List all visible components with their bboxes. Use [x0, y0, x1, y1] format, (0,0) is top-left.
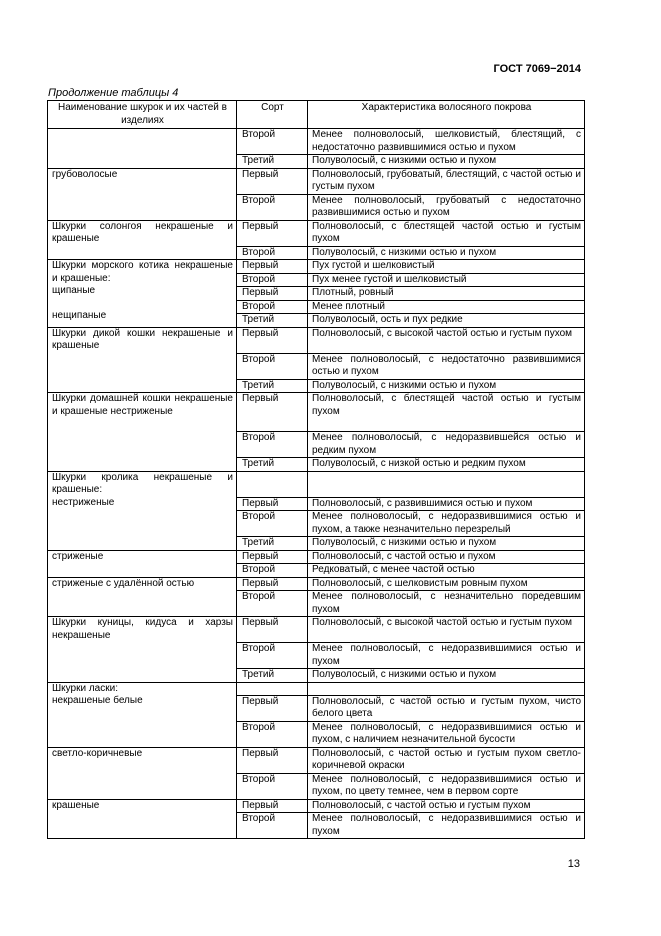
table-cell-characteristic: Полноволосый, с высокой частой остью и густым пухом [308, 617, 585, 643]
table-cell-sort: Третий [237, 669, 308, 683]
table-cell-characteristic: Полноволосый, с частой остью и густым пухом [308, 799, 585, 813]
table-cell-name: грубоволосые [48, 168, 237, 220]
table-cell-characteristic: Менее плотный [308, 300, 585, 314]
table-cell-sort: Первый [237, 695, 308, 721]
table-cell-sort: Первый [237, 577, 308, 591]
table-cell-characteristic: Полуволосый, с низкими остью и пухом [308, 379, 585, 393]
table-cell-sort: Второй [237, 773, 308, 799]
table-cell-name [48, 682, 237, 747]
table-cell-name [48, 129, 237, 169]
table-cell-sort: Второй [237, 643, 308, 669]
table-caption: Продолжение таблицы 4 [48, 87, 179, 99]
name-line: Шкурки ласки: [52, 682, 118, 694]
table-cell-name: Шкурки домашней кошки некрашеные и крашеные нестриженые [48, 393, 237, 472]
table-cell-name: крашеные [48, 799, 237, 839]
table-cell-characteristic: Пух менее густой и шелковистый [308, 273, 585, 287]
table-cell-sort: Третий [237, 458, 308, 472]
table-cell-sort: Второй [237, 511, 308, 537]
table-cell-characteristic: Полноволосый, с блестящей частой остью и густым пухом [308, 393, 585, 432]
table-cell-sort: Первый [237, 617, 308, 643]
table-cell-characteristic: Менее полноволосый, с недоразвившейся остью и редким пухом [308, 432, 585, 458]
column-header-characteristic: Характеристика волосяного покрова [308, 101, 585, 129]
table-cell-characteristic: Редковатый, с менее частой остью [308, 564, 585, 578]
table-cell-name [48, 471, 237, 550]
table-cell-sort: Третий [237, 379, 308, 393]
table-cell-sort: Второй [237, 273, 308, 287]
table-cell-characteristic: Менее полноволосый, с незначительно поредевшим пухом [308, 591, 585, 617]
table-cell-characteristic: Менее полноволосый, грубоватый с недостаточно развившимися остью и пухом [308, 194, 585, 220]
table-cell-name: Шкурки солонгоя некрашеные и крашеные [48, 220, 237, 260]
table-cell-sort: Первый [237, 550, 308, 564]
table-cell-characteristic: Полноволосый, с частой остью и густым пухом, чисто белого цвета [308, 695, 585, 721]
table-cell-characteristic: Полуволосый, с низкими остью и пухом [308, 669, 585, 683]
name-line: Шкурки морского котика некрашеные и крашеные: [52, 260, 233, 284]
table-cell-characteristic: Менее полноволосый, с недоразвившимися остью и пухом, а также незначительно перезрелый [308, 511, 585, 537]
table-cell-characteristic: Полноволосый, с частой остью и пухом [308, 550, 585, 564]
table-cell-characteristic: Полноволосый, с блестящей частой остью и густым пухом [308, 220, 585, 246]
table-cell-sort: Второй [237, 564, 308, 578]
table-cell-name: Шкурки куницы, кидуса и харзы некрашеные [48, 617, 237, 683]
table-cell-name: стриженые [48, 550, 237, 577]
table-cell-sort: Второй [237, 129, 308, 155]
table-cell-characteristic: Менее полноволосый, с недоразвившимися остью и пухом [308, 643, 585, 669]
table-cell-sort [237, 682, 308, 695]
table-cell-characteristic: Полуволосый, с низкими остью и пухом [308, 155, 585, 169]
table-cell-characteristic: Менее полноволосый, с недоразвившимися остью и пухом [308, 813, 585, 839]
table-cell-characteristic: Полноволосый, грубоватый, блестящий, с частой остью и густым пухом [308, 168, 585, 194]
table-cell-sort: Второй [237, 813, 308, 839]
name-line: некрашеные белые [52, 695, 143, 706]
table-cell-characteristic: Полноволосый, с частой остью и густым пухом светло-коричневой окраски [308, 747, 585, 773]
table-cell-characteristic [308, 471, 585, 497]
name-line: щипаные [52, 285, 96, 296]
column-header-name: Наименование шкурок и их частей в изделиях [48, 101, 237, 129]
document-standard-code: ГОСТ 7069−2014 [493, 63, 581, 75]
name-line: Шкурки кролика некрашеные и крашеные: [52, 471, 233, 495]
table-cell-sort: Второй [237, 432, 308, 458]
table-cell-name [48, 260, 237, 328]
table-cell-sort: Первый [237, 497, 308, 511]
table-cell-sort: Второй [237, 721, 308, 747]
column-header-sort: Сорт [237, 101, 308, 129]
page-number: 13 [567, 858, 580, 870]
table-cell-sort: Первый [237, 287, 308, 301]
table-cell-name: стриженые с удалённой остью [48, 577, 237, 617]
table-cell-characteristic: Пух густой и шелковистый [308, 260, 585, 274]
table-cell-characteristic: Полноволосый, с развившимися остью и пухом [308, 497, 585, 511]
table-cell-characteristic: Полуволосый, с низкой остью и редким пухом [308, 458, 585, 472]
table-cell-sort: Второй [237, 353, 308, 379]
name-line: нещипаные [52, 310, 107, 321]
table-cell-characteristic: Полуволосый, ость и пух редкие [308, 314, 585, 328]
table-cell-characteristic: Менее полноволосый, с недостаточно развившимися остью и пухом [308, 353, 585, 379]
table-cell-characteristic: Полноволосый, с шелковистым ровным пухом [308, 577, 585, 591]
table-cell-characteristic: Менее полноволосый, с недоразвившимися остью и пухом, по цвету темнее, чем в первом сорте [308, 773, 585, 799]
table-cell-characteristic: Полуволосый, с низкими остью и пухом [308, 537, 585, 551]
name-line: нестриженые [52, 496, 115, 508]
table-cell-sort: Второй [237, 194, 308, 220]
table-cell-sort: Первый [237, 220, 308, 246]
table-cell-characteristic: Полноволосый, с высокой частой остью и густым пухом [308, 327, 585, 353]
table-cell-characteristic: Менее полноволосый, с недоразвившимися остью и пухом, с наличием незначительной бусости [308, 721, 585, 747]
table-cell-sort: Первый [237, 168, 308, 194]
table-cell-sort: Первый [237, 327, 308, 353]
table-cell-sort: Первый [237, 260, 308, 274]
table-cell-characteristic: Плотный, ровный [308, 287, 585, 301]
table-cell-sort [237, 471, 308, 497]
table-cell-sort: Третий [237, 537, 308, 551]
table-cell-sort: Первый [237, 747, 308, 773]
hair-characteristics-table [47, 100, 585, 839]
table-cell-sort: Первый [237, 799, 308, 813]
table-cell-characteristic: Полуволосый, с низкими остью и пухом [308, 246, 585, 260]
table-cell-name: светло-коричневые [48, 747, 237, 799]
table-cell-characteristic [308, 682, 585, 695]
table-cell-sort: Третий [237, 155, 308, 169]
table-cell-sort: Третий [237, 314, 308, 328]
table-cell-name: Шкурки дикой кошки некрашеные и крашеные [48, 327, 237, 393]
table-cell-sort: Первый [237, 393, 308, 432]
table-cell-sort: Второй [237, 591, 308, 617]
table-cell-sort: Второй [237, 300, 308, 314]
table-cell-sort: Второй [237, 246, 308, 260]
table-cell-characteristic: Менее полноволосый, шелковистый, блестящий, с недостаточно развившимися остью и пухом [308, 129, 585, 155]
